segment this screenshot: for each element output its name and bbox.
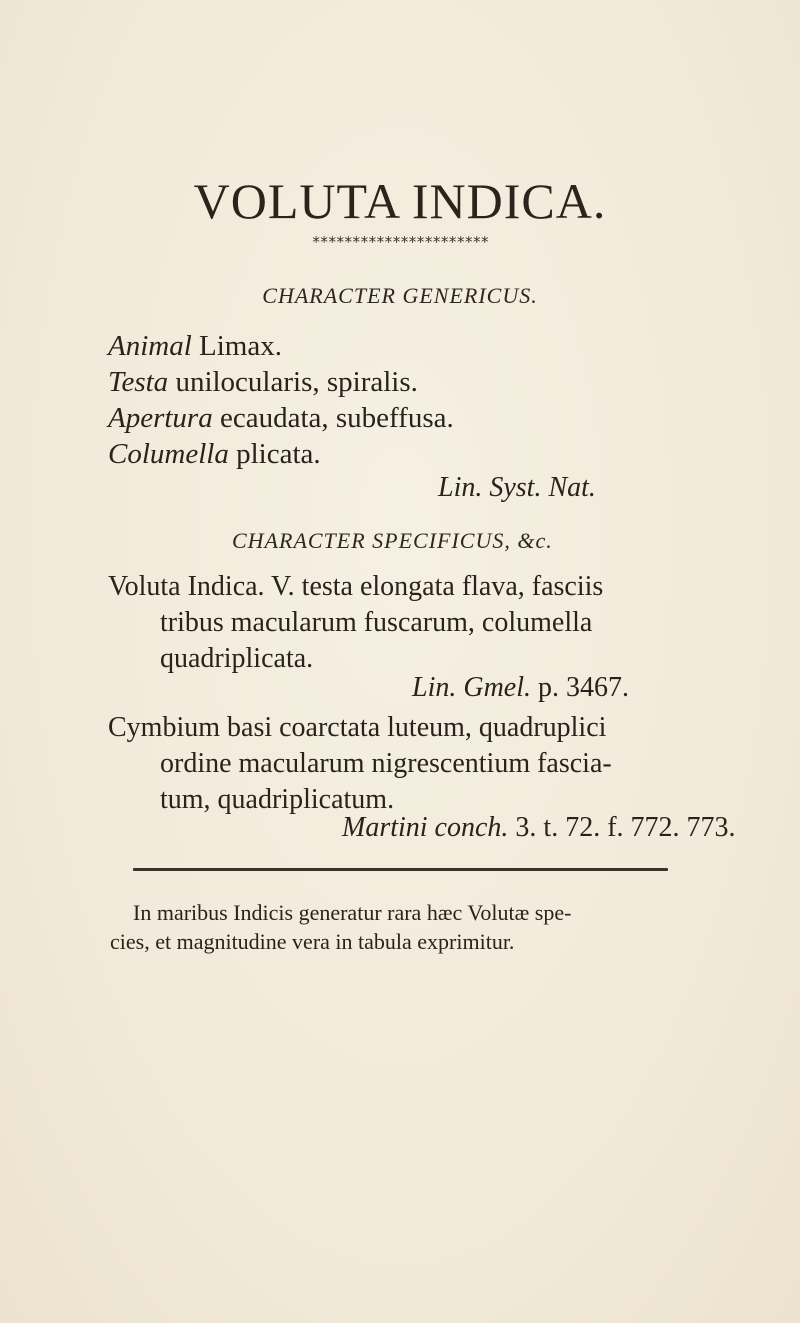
note-line1: In maribus Indicis generatur rara hæc Volutæ spe- (133, 900, 572, 925)
p1-citation-italic: Lin. Gmel. (412, 672, 531, 703)
generic-character-heading: CHARACTER GENERICUS. (262, 283, 538, 308)
page-title: VOLUTA INDICA. (193, 173, 607, 229)
horizontal-rule (133, 868, 668, 871)
p1-citation-rest: p. 3467. (531, 672, 629, 703)
generic-line-testa (108, 366, 418, 399)
term-columella: Columella (108, 438, 229, 470)
p2-line1: Cymbium basi coarctata luteum, quadruplici (108, 712, 607, 743)
p2-citation-italic: Martini conch. (342, 812, 509, 843)
p2-citation-rest: 3. t. 72. f. 772. 773. (508, 812, 736, 843)
p1-citation (412, 672, 629, 704)
specific-character-heading: CHARACTER SPECIFICUS, &c. (232, 528, 553, 553)
p1-line1: Voluta Indica. V. testa elongata flava, fasciis (108, 571, 604, 602)
p2-line2: ordine macularum nigrescentium fascia- (160, 748, 612, 779)
text-apertura: ecaudata, subeffusa. (212, 402, 454, 434)
generic-citation-text: Lin. Syst. Nat. (438, 472, 596, 503)
text-testa: unilocularis, spiralis. (168, 366, 418, 398)
generic-line-apertura (108, 402, 454, 435)
p1-line3: quadriplicata. (160, 643, 314, 674)
text-animal: Limax. (191, 330, 282, 362)
generic-citation (438, 472, 596, 504)
text-columella: plicata. (228, 438, 321, 470)
p1-line2: tribus macularum fuscarum, columella (160, 607, 593, 638)
p2-line3: tum, quadriplicatum. (160, 784, 395, 815)
star-ornament: ********************** (311, 233, 489, 251)
term-apertura: Apertura (108, 402, 213, 434)
note-line2: cies, et magnitudine vera in tabula exprimitur. (110, 929, 515, 954)
term-animal: Animal (108, 330, 192, 362)
term-testa: Testa (108, 366, 169, 398)
generic-line-animal (108, 330, 282, 363)
p2-citation (342, 812, 736, 844)
generic-line-columella (108, 438, 321, 471)
